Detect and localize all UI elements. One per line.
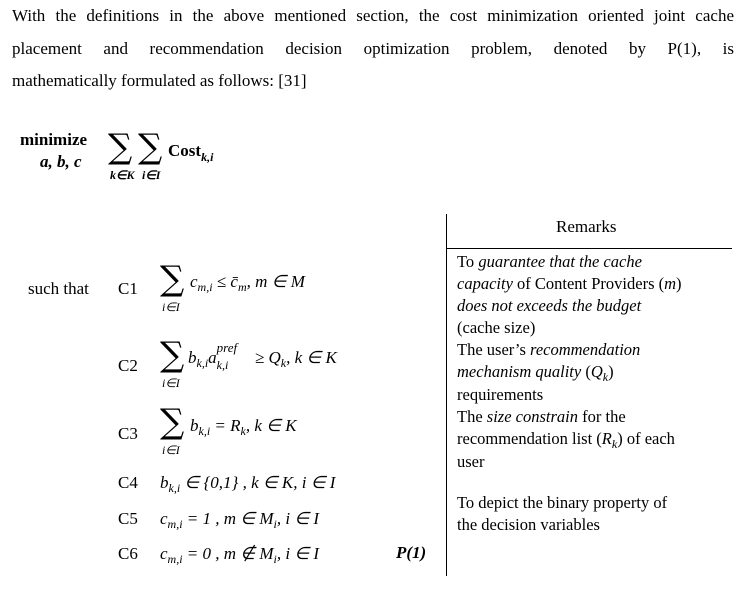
- sum-i-symbol: ∑: [138, 127, 163, 167]
- c2-a: a: [208, 348, 217, 367]
- c5-tail2: , i ∈ I: [276, 509, 320, 528]
- remarks-divider-vertical: [446, 214, 447, 576]
- r3-f: ) of each: [617, 429, 675, 448]
- remarks-divider-horizontal: [446, 248, 732, 249]
- c5-tail: = 1 , m ∈ M: [186, 509, 274, 528]
- intro-line-1: With the definitions in the above mentioned section, the cost minimization oriented joint cache: [12, 6, 734, 25]
- sum-k-subscript: k∈K: [110, 168, 135, 182]
- sum-i-subscript: i∈I: [142, 168, 161, 182]
- c1-rhs-sub: m: [237, 280, 247, 294]
- r2-c: mechanism quality: [457, 362, 582, 381]
- c6-expression: [160, 544, 319, 564]
- c3-tail: , k ∈ K: [245, 416, 297, 435]
- c3-expression: [190, 416, 297, 436]
- r1-c: capacity: [457, 274, 513, 293]
- c2-var: b: [188, 348, 197, 367]
- c3-var-sub: k,i: [198, 424, 211, 438]
- r2-g: requirements: [457, 385, 544, 404]
- r2-f: ): [608, 362, 614, 381]
- c6-tail2: , i ∈ I: [276, 544, 320, 563]
- c1-rhs: ≤ c̄: [216, 272, 238, 291]
- c3-var: b: [190, 416, 199, 435]
- r3-c: for the: [578, 407, 626, 426]
- constraint-c6-label: C6: [118, 544, 138, 563]
- intro-paragraph: [12, 0, 734, 98]
- c2-a-scripts: [216, 340, 251, 373]
- c4-var: b: [160, 473, 169, 492]
- r3-b: size constrain: [486, 407, 578, 426]
- c2-sum-symbol: ∑: [160, 335, 185, 375]
- intro-line-3: mathematically formulated as follows: [31]: [12, 71, 307, 90]
- r4-a: To depict the binary property of: [457, 493, 668, 512]
- c4-var-sub: k,i: [168, 481, 181, 495]
- c5-var-sub: m,i: [167, 517, 183, 531]
- r1-a: To: [457, 252, 479, 271]
- c4-tail: ∈ {0,1} , k ∈ K, i ∈ I: [184, 473, 336, 492]
- r1-g: does not exceeds the budget: [457, 296, 642, 315]
- constraint-c5-label: C5: [118, 509, 138, 528]
- c5-var: c: [160, 509, 168, 528]
- c1-var: c: [190, 272, 198, 291]
- c3-sum-subscript: i∈I: [162, 443, 180, 457]
- constraint-c4-label: C4: [118, 473, 138, 492]
- c2-rhs: ≥ Q: [254, 348, 281, 367]
- constraint-c1-label: C1: [118, 279, 138, 298]
- r3-e-sub: k: [611, 437, 618, 451]
- r2-e-sub: k: [602, 370, 609, 384]
- c2-sum-subscript: i∈I: [162, 376, 180, 390]
- r1-f: ): [676, 274, 682, 293]
- c1-expression: [190, 272, 305, 292]
- c1-tail: , m ∈ M: [246, 272, 305, 291]
- r2-b: recommendation: [530, 340, 641, 359]
- cost-subscript: k,i: [201, 150, 214, 164]
- c6-tail-sub: i: [273, 552, 277, 566]
- c3-rhs: = R: [214, 416, 241, 435]
- c2-tail: , k ∈ K: [286, 348, 337, 367]
- c6-var: c: [160, 544, 168, 563]
- r3-e: R: [601, 429, 612, 448]
- c5-tail-sub: i: [273, 517, 277, 531]
- remark-size: [457, 406, 735, 473]
- r3-d: recommendation list (: [457, 429, 602, 448]
- r1-b: guarantee that the cache: [478, 252, 642, 271]
- problem-label: P(1): [396, 543, 427, 562]
- r1-d: of Content Providers (: [512, 274, 665, 293]
- remarks-header: Remarks: [556, 217, 617, 236]
- c3-sum-symbol: ∑: [160, 402, 185, 442]
- sum-k-symbol: ∑: [108, 127, 133, 167]
- remark-binary: [457, 492, 735, 536]
- c6-var-sub: m,i: [167, 552, 183, 566]
- c1-sum-subscript: i∈I: [162, 300, 180, 314]
- r1-e: m: [664, 274, 677, 293]
- constraint-c2-label: C2: [118, 356, 138, 375]
- r4-b: the decision variables: [457, 515, 600, 534]
- r2-e: Q: [590, 362, 603, 381]
- constraint-c3-label: C3: [118, 424, 138, 443]
- c2-a-sub: k,i: [216, 358, 229, 373]
- c1-sum-symbol: ∑: [160, 259, 185, 299]
- r1-h: (cache size): [457, 318, 536, 337]
- cost-label: Cost: [168, 141, 202, 160]
- c2-expression: [188, 340, 337, 373]
- r2-a: The user’s: [457, 340, 531, 359]
- c3-rhs-sub: k: [240, 424, 246, 438]
- minimize-label: minimize: [20, 130, 88, 149]
- r3-g: user: [457, 452, 485, 471]
- c5-expression: [160, 509, 319, 529]
- r2-d: (: [581, 362, 591, 381]
- c2-var-sub: k,i: [196, 356, 209, 370]
- cost-term: [168, 141, 214, 164]
- such-that-label: such that: [28, 279, 89, 298]
- remark-quality: [457, 339, 735, 406]
- c2-rhs-sub: k: [280, 356, 287, 370]
- remark-capacity: [457, 251, 735, 339]
- r3-a: The: [457, 407, 487, 426]
- c2-a-sup: pref: [216, 340, 238, 356]
- c4-expression: [160, 473, 335, 493]
- decision-vars: a, b, c: [40, 152, 82, 171]
- c1-var-sub: m,i: [197, 280, 213, 294]
- intro-line-2: placement and recommendation decision optimization problem, denoted by P(1), is: [12, 38, 734, 58]
- c6-tail: = 0 , m ∉ M: [186, 544, 274, 563]
